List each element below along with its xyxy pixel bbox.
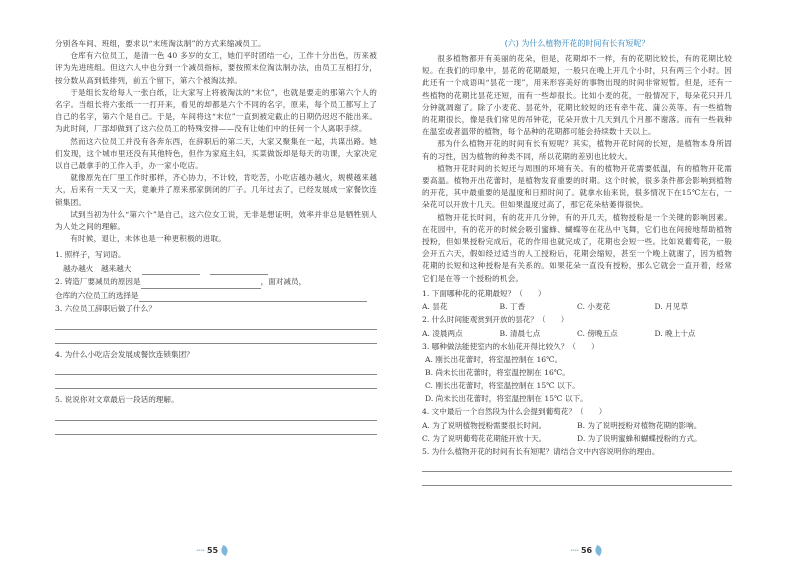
question-1: 1. 下面哪种花的花期最短？（ ） [422,288,546,298]
left-paragraph: 分别各车间、班组，要求以“末班淘汰制”的方式来缩减员工。 [55,39,266,48]
answer-blank[interactable] [210,265,268,275]
answer-blank[interactable] [139,292,367,302]
option[interactable]: C. 傍晚五点 [577,328,618,338]
question-4: 4. 为什么小吃店会发展成餐饮连锁集团？ [55,349,194,359]
right-questions [422,287,732,487]
question-2: 2. 铸造厂要减员的原因是 [55,277,141,287]
feather-icon [594,545,604,556]
right-paragraph: 很多植物都开有美丽的花朵，但是，花期却不一样，有的花期比较长，有的花期比较短。在我们的印象中，昙花的花期最短，一般只在晚上开几个小时，只有两三个小时。因此还有一个成语叫“昙花一现”，用来形容美好的事物出现的时间非常短暂。但是，还有一些植物的花期比昙花还短，而有一些却很长。比如小麦的花，一般情况下，每朵花只开几分钟就凋谢了。除了小麦花、昙花外，花期比较短的还有牵牛花、蒲公英等。有一些植物的花期很长，像是我们常见的吊钟花，花朵开放十几天到几个月都不谢落。而有一些栽种在温室或者温带的植物，每个品种的花期都可能会持续数十天以上。 [422,54,732,137]
question-3: 3. 哪种做法能使室内的水仙花开得比较久？（ ） [422,341,599,351]
option[interactable]: A. 凌晨两点 [422,328,463,338]
left-paragraph: 于是组长发给每人一张白纸，让大家写上将被淘汰的“末位”，也就是要走的那第六个人的名字。当组长将六张纸一一打开来，看见的却都是六个不同的名字，原来，每个员工都写上了自己的名字，第六个是自己。于是，车间将这“末位”一直到被定截止的日期仍迟迟不能出来。为此时间，厂部却做到了这六位员工的特殊安排——没有让她们中的任何一个人离职手续。 [55,87,377,134]
right-paragraph: 植物开花长时间，有的花开几分钟，有的开几天，植物授粉是一个关键的影响因素。在花园中，有的花开的时候会吸引蜜蜂、蝴蝶等在花丛中飞舞，它们也在间接地帮助植物授粉，但如果授粉完成后，花的作用也就完成了，花期也会短一些。比如说葡萄花，一般会开五六天，假如经过适当的人工授粉后，花期会缩短，甚至一个晚上就谢了，因为植物花期的长短和这种授粉是有关系的。如果花朵一直没有授粉，那么它就会一直开着，经常它们是在等一个授粉的机会。 [422,212,732,283]
option[interactable]: B. 丁香 [499,302,526,312]
right-paragraph: 植物开花时间的长短还与周围的环境有关。有的植物开花需要低温，有的植物开花需要高温。植物开出花蕾时，是植物发育重要的时期。这个时候，很多条件都会影响到植物的开花，其中最重要的是温度和日照时间了。就拿水仙来说，很多情况下在15℃左右，一朵花可以开放十几天。但如果温度过高了，那它花朵枯萎得很快。 [422,163,732,210]
answer-line[interactable] [55,375,377,389]
option[interactable]: D. 月见草 [654,302,688,312]
question-3: 3. 六位员工辞职后做了什么？ [55,304,156,314]
right-paragraph: 那为什么植物开花的时间有长有短呢？其实，植物开花时间的长短，是植物本身所固有的习性，因为植物的种类不同，所以花期的差别也比较大。 [422,139,732,161]
option[interactable]: B. 清晨七点 [499,328,541,338]
option[interactable]: D. 为了说明蜜蜂和蝴蝶授粉的方式。 [577,433,702,443]
answer-blank[interactable] [142,265,200,275]
article-title: (六) 为什么植物开花的时间有长有短呢？ [504,39,650,48]
q1-example: 越办越火 越来越大 [63,263,132,273]
left-questions: 1. 照样子，写词语。 越办越火 越来越大 2. 铸造厂要减员的原因是 ，面对减员， 仓库的六位员工的选择是 3. 六位员工辞职后做了什么？ 4. 为什么小吃店会发展成餐饮连锁集团？ 5. 说说你对文章最后一段话的理解。 [55,248,377,435]
answer-line[interactable] [55,316,377,330]
option[interactable]: D. 尚未长出花蕾时，将室温控制在 15℃ 以下。 [425,394,588,404]
option[interactable]: C. 小麦花 [577,302,611,312]
option[interactable]: A. 刚长出花蕾时，将室温控制在 16℃。 [425,355,563,365]
option[interactable]: C. 刚长出花蕾时，将室温控制在 15℃ 以下。 [425,381,580,391]
answer-line[interactable] [422,472,732,486]
question-5: 5. 说说你对文章最后一段话的理解。 [55,395,179,405]
answer-line[interactable] [55,330,377,344]
left-paragraph: 仓库有六位员工，是清一色 40 多岁的女工，她们平时团结一心，工作十分出色，历来被评为先进班组。但这六人中也分到一个减员指标，要按照末位淘汰制办法，由员工互相打分，按分数从高到低排列，前五个留下，第六个被淘汰掉。 [55,51,377,85]
left-paragraph: 试到当初为什么“第六个”是自己，这六位女工说，无非是想证明，效率并非总是牺牲别人为人处之间的理解。 [55,209,377,232]
option[interactable]: D. 晚上十点 [654,328,696,338]
page-number-left: ···· 55 [196,546,231,555]
answer-line[interactable] [55,407,377,421]
answer-line[interactable] [55,361,377,375]
answer-blank[interactable] [141,279,261,289]
question-2: 2. 什么时间能观赏到开放的昙花？（ ） [422,315,569,325]
left-page [55,38,377,435]
option[interactable]: B. 为了说明授粉对植物花期的影响。 [577,420,702,430]
option[interactable]: A. 昙花 [422,302,448,312]
question-5: 5. 为什么植物开花的时间有长有短呢？请结合文中内容说明你的理由。 [422,446,660,456]
question-1: 1. 照样子，写词语。 [55,250,126,260]
answer-line[interactable] [55,421,377,435]
option[interactable]: B. 尚未长出花蕾时，将室温控制在 16℃。 [425,368,570,378]
option[interactable]: A. 为了说明植物授粉需要很长时间。 [422,420,547,430]
left-paragraph: 就像原先在厂里工作时那样，齐心协力，不计较，肯吃苦，小吃店越办越火，规模越来越大，后来有一天又一天，竟兼并了原来那家倒闭的厂子。几年过去了，已经发展成一家餐饮连锁集团。 [55,173,377,207]
option[interactable]: C. 为了说明葡萄花花期能开放十天。 [422,433,547,443]
page-number-right: ···· 56 [570,546,605,555]
question-4: 4. 文中最后一个自然段为什么会提到葡萄花？（ ） [422,407,607,417]
feather-icon [220,545,230,556]
left-paragraph: 然而这六位员工并没有各奔东西，在辞职后的第二天，大家又聚集在一起，共谋出路。她们发现，这个城市里还没有其他特色，但作为家庭主妇，买菜做饭却是每天的功课，大家决定以自己最拿手的工作入手，办一家小吃店。 [55,136,377,171]
answer-line[interactable] [422,458,732,472]
right-page [422,38,732,486]
left-paragraph: 有时候，退让，未休也是一种更积极的进取。 [70,234,227,244]
